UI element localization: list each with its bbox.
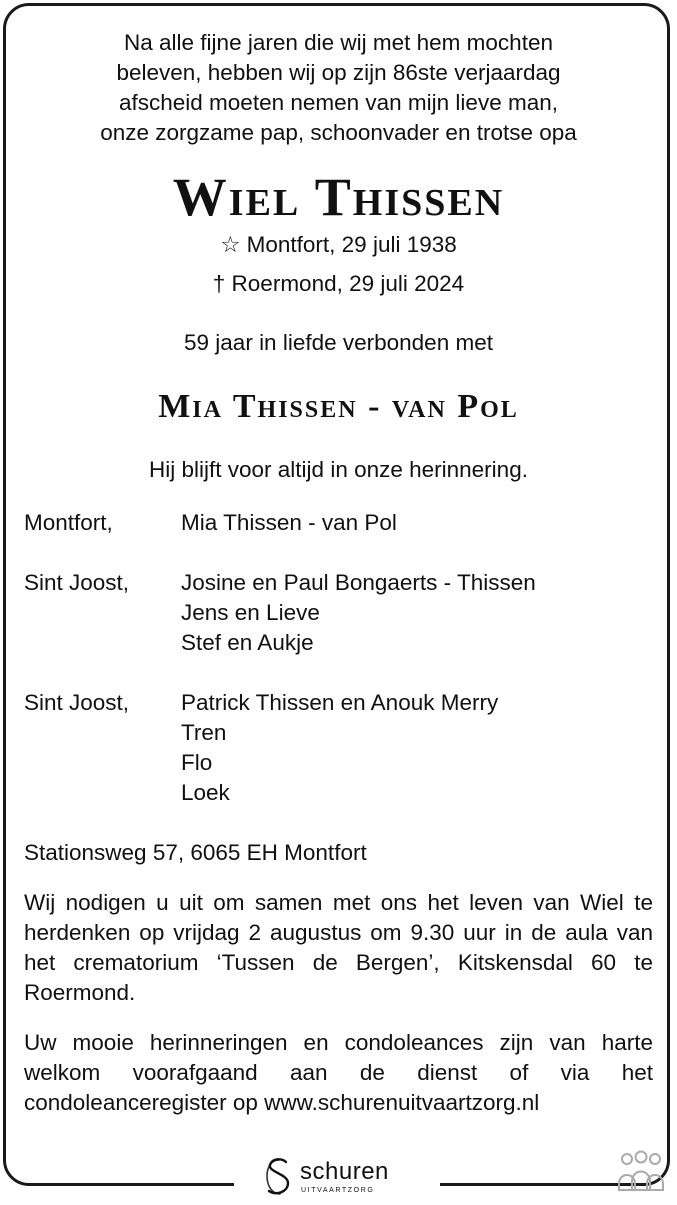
family-member: Josine en Paul Bongaerts - Thissen: [181, 570, 536, 595]
family-member: Loek: [181, 780, 230, 805]
intro-line: Na alle fijne jaren die wij met hem mochten: [124, 30, 553, 55]
logo-sub-text: UITVAARTZORG: [301, 1187, 375, 1194]
family-place: Montfort,: [24, 510, 113, 535]
married-line: 59 jaar in liefde verbonden met: [184, 330, 493, 355]
people-group-icon: [616, 1150, 666, 1192]
birth-date: ☆ Montfort, 29 juli 1938: [220, 232, 457, 257]
family-member: Stef en Aukje: [181, 630, 314, 655]
home-address: Stationsweg 57, 6065 EH Montfort: [24, 840, 367, 865]
deceased-name: Wiel Thissen: [172, 167, 505, 227]
family-member: Patrick Thissen en Anouk Merry: [181, 690, 499, 715]
logo-brand-text: schuren: [300, 1158, 389, 1185]
s-logo-icon: [264, 1156, 294, 1198]
condolences-paragraph: Uw mooie herinneringen en condoleances zijn van harte welkom voorafgaand aan de dienst of via het condoleanceregister op www.schurenuitvaartzorg.nl: [24, 1030, 653, 1115]
family-member: Tren: [181, 720, 227, 745]
family-names: [181, 508, 397, 538]
partner-name: Mia Thissen - van Pol: [158, 388, 519, 425]
family-place: Sint Joost,: [24, 570, 130, 595]
family-place: Sint Joost,: [24, 690, 130, 715]
intro-line: beleven, hebben wij op zijn 86ste verjaardag: [116, 60, 561, 85]
memory-line: Hij blijft voor altijd in onze herinnering.: [149, 457, 528, 482]
family-names: [181, 688, 498, 808]
invitation-paragraph: Wij nodigen u uit om samen met ons het leven van Wiel te herdenken op vrijdag 2 augustus om 9.30 uur in de aula van het crematorium ‘Tussen de Bergen’, Kitskensdal 60 te Roermond.: [24, 890, 653, 1005]
family-member: Jens en Lieve: [181, 600, 320, 625]
intro-line: onze zorgzame pap, schoonvader en trotse opa: [100, 120, 577, 145]
family-member: Flo: [181, 750, 213, 775]
schuren-logo: [234, 1148, 440, 1204]
death-date: † Roermond, 29 juli 2024: [212, 271, 465, 296]
intro-text: [0, 28, 677, 148]
family-member: Mia Thissen - van Pol: [181, 510, 397, 535]
family-names: [181, 568, 536, 658]
intro-line: afscheid moeten nemen van mijn lieve man,: [119, 90, 558, 115]
